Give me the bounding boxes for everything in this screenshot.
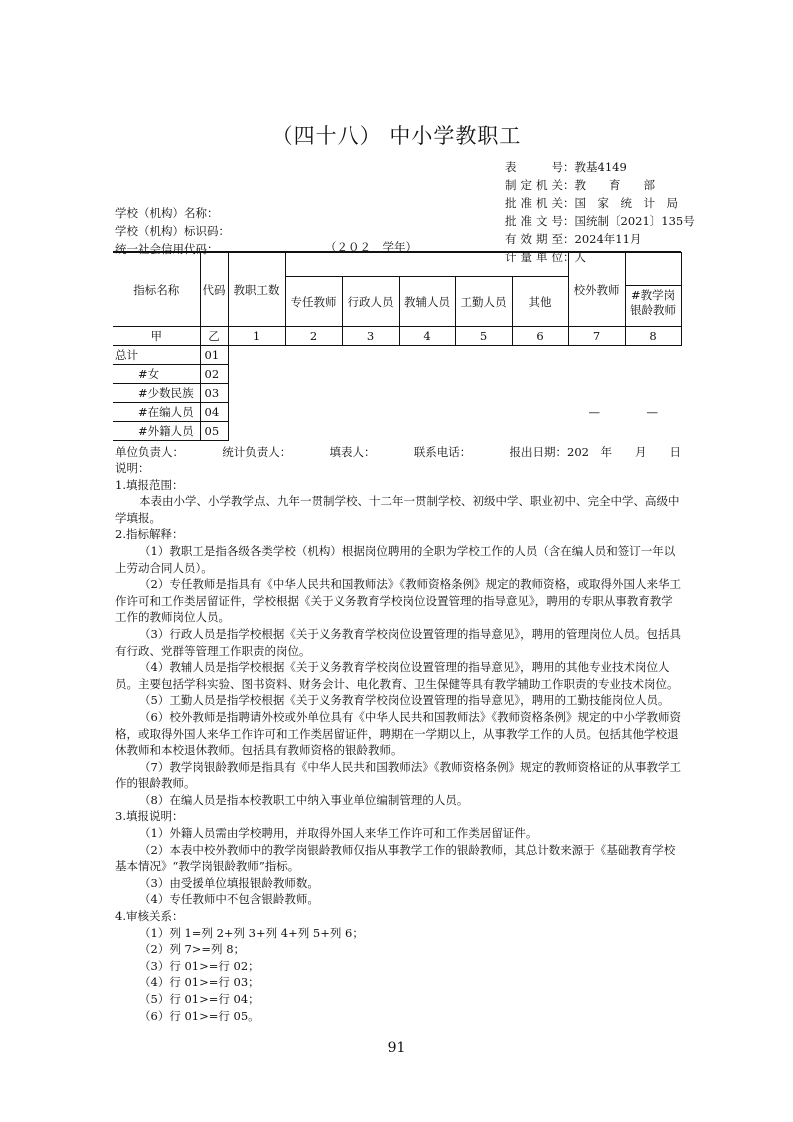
note-paragraph: （1）外籍人员需由学校聘用，并取得外国人来华工作许可和工作类居留证件。 bbox=[139, 826, 538, 841]
note-paragraph: 本表由小学、小学教学点、九年一贯制学校、十二年一贯制学校、初级中学、职业初中、完全中学、高级中学填报。 bbox=[115, 494, 680, 525]
note-paragraph: （4）行 01>=行 03； bbox=[139, 975, 260, 990]
header-aux: 教辅人员 bbox=[399, 277, 455, 327]
column-index: 乙 bbox=[200, 327, 228, 346]
meta-row bbox=[505, 176, 695, 194]
report-date-label: 报出日期：202 年 月 日 bbox=[509, 445, 681, 459]
column-index: 5 bbox=[455, 327, 512, 346]
column-index: 甲 bbox=[113, 327, 200, 346]
staff-table bbox=[113, 252, 682, 441]
column-index: 1 bbox=[228, 327, 285, 346]
note-paragraph: 2.指标解释： bbox=[115, 527, 184, 542]
header-outside-teacher: 校外教师 bbox=[568, 253, 625, 327]
note-paragraph: （1）教职工是指各级各类学校（机构）根据岗位聘用的全职为学校工作的人员（含在编人员和签订一年以上劳动合同人员）。 bbox=[115, 543, 676, 575]
column-index: 2 bbox=[285, 327, 342, 346]
column-index: 6 bbox=[512, 327, 568, 346]
header-full-time: 专任教师 bbox=[285, 277, 342, 327]
unit-head-label: 单位负责人： bbox=[115, 445, 184, 459]
meta-row bbox=[505, 212, 695, 230]
meta-colon: ： bbox=[563, 214, 575, 228]
page-title: （四十八） 中小学教职工 bbox=[271, 124, 522, 148]
table-top-rule bbox=[113, 251, 681, 252]
note-paragraph: （2）本表中校外教师中的教学岗银龄教师仅指从事教学工作的银龄教师，其总计数来源于《基础教育学校基本情况》“教学岗银龄教师”指标。 bbox=[115, 842, 676, 874]
row-label: #外籍人员 bbox=[113, 422, 200, 441]
header-worker: 工勤人员 bbox=[455, 277, 512, 327]
note-paragraph: （4）专任教师中不包含银龄教师。 bbox=[139, 892, 319, 907]
meta-value: 2024年11月 bbox=[574, 232, 642, 246]
note-paragraph: （1）列 1=列 2+列 3+列 4+列 5+列 6； bbox=[139, 925, 364, 940]
header-silver-teacher bbox=[625, 253, 681, 327]
row-code: 02 bbox=[200, 365, 228, 384]
note-paragraph: （7）教学岗银龄教师是指具有《中华人民共和国教师法》《教师资格条例》规定的教师资格证的从事教学工作的银龄教师。 bbox=[115, 759, 682, 791]
column-index: 4 bbox=[399, 327, 455, 346]
note-paragraph: （2）列 7>=列 8； bbox=[139, 942, 246, 957]
row-code: 04 bbox=[200, 403, 228, 422]
signature-line bbox=[115, 444, 681, 460]
dash-outside-teacher: — bbox=[588, 405, 600, 419]
meta-row bbox=[505, 158, 695, 176]
row-code: 01 bbox=[200, 346, 228, 365]
note-paragraph: （5）行 01>=行 04； bbox=[139, 992, 260, 1006]
phone-label: 联系电话： bbox=[413, 445, 472, 459]
meta-key: 制定机关 bbox=[505, 178, 563, 192]
meta-colon: ： bbox=[563, 250, 575, 264]
row-label: #女 bbox=[113, 365, 200, 384]
meta-colon: ： bbox=[563, 232, 575, 246]
header-other: 其他 bbox=[512, 277, 568, 327]
header-total: 教职工数 bbox=[228, 253, 285, 327]
column-index: 8 bbox=[625, 327, 681, 346]
meta-value: 教 育 部 bbox=[574, 178, 655, 192]
row-label: 总计 bbox=[113, 346, 200, 365]
note-paragraph: （3）行政人员是指学校根据《关于义务教育学校岗位设置管理的指导意见》，聘用的管理岗位人员。包括具有行政、党群等管理工作职责的岗位。 bbox=[115, 626, 682, 658]
row-label: #少数民族 bbox=[113, 384, 200, 403]
note-paragraph: （5）工勤人员是指学校根据《关于义务教育学校岗位设置管理的指导意见》，聘用的工勤技能岗位人员。 bbox=[139, 693, 670, 708]
form-meta bbox=[505, 158, 695, 266]
meta-value: 教基4149 bbox=[574, 160, 627, 174]
data-entry-area bbox=[228, 346, 681, 441]
column-index: 3 bbox=[342, 327, 399, 346]
meta-row bbox=[505, 230, 695, 248]
note-paragraph: （3）由受援单位填报银龄教师数。 bbox=[139, 875, 319, 890]
school-code-label: 学校（机构）标识码： bbox=[115, 224, 230, 238]
meta-key: 有效期至 bbox=[505, 232, 563, 246]
header-indicator: 指标名称 bbox=[113, 253, 200, 327]
note-paragraph: 说明： bbox=[115, 461, 150, 475]
meta-key: 批准机关 bbox=[505, 196, 563, 210]
header-code: 代码 bbox=[200, 253, 228, 327]
credit-code-label: 统一社会信用代码： bbox=[115, 242, 219, 256]
note-paragraph: （2）专任教师是指具有《中华人民共和国教师法》《教师资格条例》规定的教师资格，或取得外国人来华工作许可和工作类居留证件，学校根据《关于义务教育学校岗位设置管理的指导意见》，聘用的专职从事教育教学工作的教师岗位人员。 bbox=[115, 577, 682, 625]
dash-silver-teacher: — bbox=[646, 405, 658, 419]
meta-colon: ： bbox=[563, 178, 575, 192]
stat-head-label: 统计负责人： bbox=[222, 445, 292, 459]
row-code: 05 bbox=[200, 422, 228, 441]
meta-value: 国 家 统 计 局 bbox=[574, 196, 678, 210]
meta-key: 计量单位 bbox=[505, 250, 563, 264]
header-group-blank bbox=[285, 253, 568, 277]
header-silver-teacher-label: #教学岗银龄教师 bbox=[626, 285, 681, 318]
header-admin: 行政人员 bbox=[342, 277, 399, 327]
note-paragraph: 3.填报说明： bbox=[115, 809, 184, 824]
instructions bbox=[115, 460, 683, 1024]
note-paragraph: （6）校外教师是指聘请外校或外单位具有《中华人民共和国教师法》《教师资格条例》规定的中小学教师资格，或取得外国人来华工作许可和工作类居留证件，聘期在一学期以上，从事教学工作的人员。包括其他学校退休教师和本校退休教师。包括具有教师资格的银龄教师。 bbox=[115, 709, 682, 758]
note-paragraph: （6）行 01>=行 05。 bbox=[139, 1008, 260, 1023]
note-paragraph: 4.审核关系： bbox=[115, 909, 184, 924]
meta-colon: ： bbox=[563, 196, 575, 210]
meta-value: 国统制〔2021〕135号 bbox=[574, 214, 695, 228]
note-paragraph: （8）在编人员是指本校教职工中纳入事业单位编制管理的人员。 bbox=[139, 792, 469, 807]
meta-row bbox=[505, 194, 695, 212]
filler-label: 填表人： bbox=[329, 445, 376, 459]
table-row bbox=[113, 346, 681, 365]
note-paragraph: （3）行 01>=行 02； bbox=[139, 958, 260, 973]
school-year: （２０２ 学年） bbox=[325, 240, 417, 254]
row-label: #在编人员 bbox=[113, 403, 200, 422]
meta-value: 人 bbox=[574, 250, 586, 264]
page-number: 91 bbox=[387, 1040, 406, 1056]
column-index: 7 bbox=[568, 327, 625, 346]
column-index-row bbox=[113, 327, 681, 346]
meta-key: 表 号 bbox=[505, 160, 563, 174]
meta-colon: ： bbox=[563, 160, 575, 174]
note-paragraph: （4）教辅人员是指学校根据《关于义务教育学校岗位设置管理的指导意见》，聘用的其他专业技术岗位人员。主要包括学科实验、图书资料、财务会计、电化教育、卫生保健等具有教学辅助工作职责的专业技术岗位。 bbox=[115, 660, 679, 691]
note-paragraph: 1.填报范围： bbox=[115, 477, 184, 492]
school-name-label: 学校（机构）名称： bbox=[115, 206, 219, 220]
row-code: 03 bbox=[200, 384, 228, 403]
meta-key: 批准文号 bbox=[505, 214, 563, 228]
